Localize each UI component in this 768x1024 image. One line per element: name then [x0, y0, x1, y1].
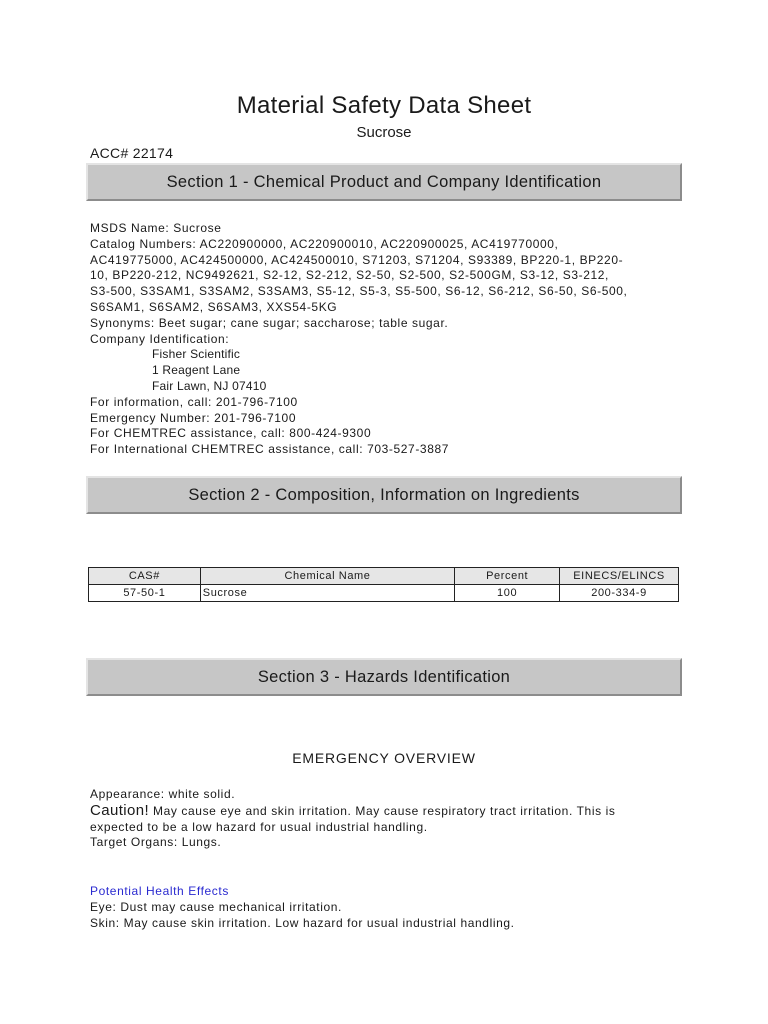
emergency-overview-title: EMERGENCY OVERVIEW — [292, 750, 476, 766]
company-city: Fair Lawn, NJ 07410 — [152, 378, 267, 393]
catalog-numbers-line: S6SAM1, S6SAM2, S6SAM3, XXS54-5KG — [90, 299, 338, 314]
eye-effects: Eye: Dust may cause mechanical irritation. — [90, 899, 342, 914]
caution-statement — [90, 803, 690, 820]
catalog-numbers-line: Catalog Numbers: AC220900000, AC220900010, AC220900025, AC419770000, — [90, 236, 559, 251]
emergency-phone: Emergency Number: 201-796-7100 — [90, 410, 297, 425]
catalog-numbers-line: AC419775000, AC424500000, AC424500010, S71203, S71204, S93389, BP220-1, BP220- — [90, 252, 624, 267]
column-header-cas: CAS# — [89, 568, 201, 585]
section-3-body — [90, 787, 690, 851]
section-2-title: Section 2 - Composition, Information on Ingredients — [188, 485, 580, 504]
section-3-title: Section 3 - Hazards Identification — [257, 667, 511, 686]
chemtrec-phone: For CHEMTREC assistance, call: 800-424-9300 — [90, 426, 372, 441]
catalog-numbers-line: 10, BP220-212, NC9492621, S2-12, S2-212, S2-50, S2-500, S2-500GM, S3-12, S3-212, — [90, 268, 609, 283]
document-title: Material Safety Data Sheet — [236, 92, 532, 119]
skin-effects: Skin: May cause skin irritation. Low hazard for usual industrial handling. — [90, 915, 515, 930]
company-identification-label: Company Identification: — [90, 331, 230, 346]
acc-number: ACC# 22174 — [90, 145, 174, 161]
appearance: Appearance: white solid. — [90, 787, 236, 801]
column-header-einecs: EINECS/ELINCS — [560, 568, 679, 585]
caution-text: May cause eye and skin irritation. May cause respiratory tract irritation. This is — [149, 803, 616, 818]
cell-percent: 100 — [455, 585, 560, 602]
section-1-header — [86, 163, 682, 201]
catalog-numbers-line: S3-500, S3SAM1, S3SAM2, S3SAM3, S5-12, S5-3, S5-500, S6-12, S6-212, S6-50, S6-500, — [90, 284, 628, 299]
document-subtitle: Sucrose — [356, 124, 412, 141]
column-header-chemical-name: Chemical Name — [200, 568, 454, 585]
company-address: 1 Reagent Lane — [152, 363, 241, 378]
caution-word: Caution! — [90, 801, 150, 819]
target-organs: Target Organs: Lungs. — [90, 835, 222, 850]
company-name: Fisher Scientific — [152, 347, 241, 362]
info-phone: For information, call: 201-796-7100 — [90, 394, 298, 409]
msds-name: MSDS Name: Sucrose — [90, 221, 222, 235]
section-2-header — [86, 476, 682, 514]
caution-text-continued: expected to be a low hazard for usual industrial handling. — [90, 819, 428, 834]
cell-chemical-name: Sucrose — [200, 585, 454, 602]
ingredients-table — [88, 567, 679, 602]
intl-chemtrec-phone: For International CHEMTREC assistance, call: 703-527-3887 — [90, 442, 450, 457]
health-effects-block — [90, 884, 690, 931]
synonyms: Synonyms: Beet sugar; cane sugar; saccharose; table sugar. — [90, 315, 449, 330]
cell-einecs: 200-334-9 — [560, 585, 679, 602]
potential-health-effects-heading: Potential Health Effects — [90, 884, 229, 898]
section-1-title: Section 1 - Chemical Product and Company Identification — [166, 172, 602, 191]
table-header-row — [89, 568, 679, 585]
table-row — [89, 585, 679, 602]
section-3-header — [86, 658, 682, 696]
column-header-percent: Percent — [455, 568, 560, 585]
section-1-body — [90, 221, 690, 458]
cell-cas: 57-50-1 — [89, 585, 201, 602]
